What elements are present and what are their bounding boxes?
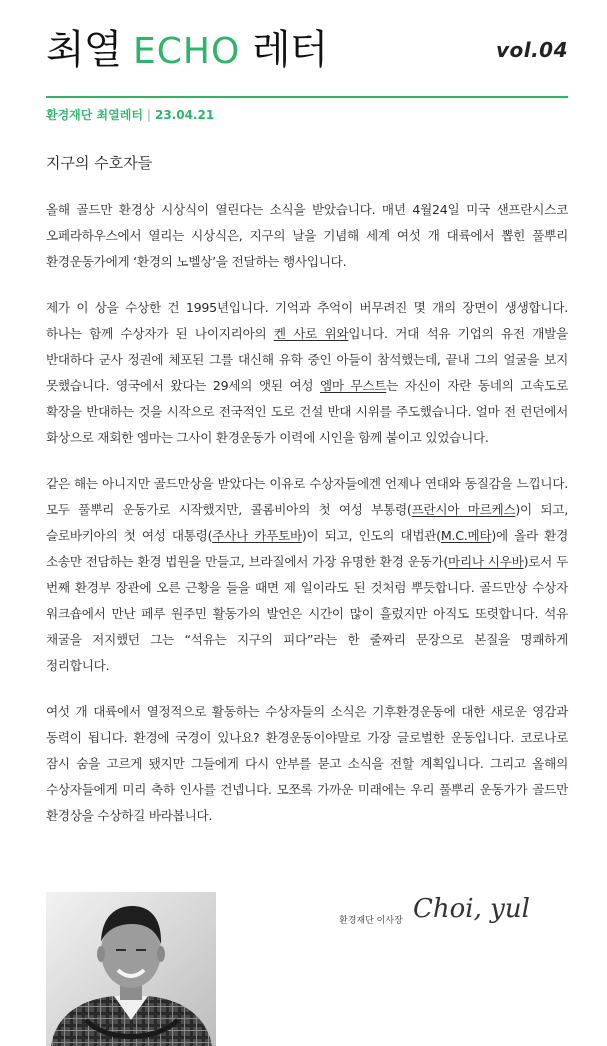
underlined-name: 마리나 시우바 <box>448 554 524 569</box>
handwritten-signature: Choi, yul <box>413 894 530 924</box>
newsletter-header <box>46 24 568 96</box>
underlined-name: 켄 사로 위와 <box>273 326 349 341</box>
author-photo <box>46 892 216 1046</box>
byline-separator: | <box>146 108 151 122</box>
paragraph-text: 제가 이 상을 수상한 건 1995년입니다. 기억과 추억이 버무려진 몇 개의 장면이 생생합니다. 하나는 함께 수상자가 된 나이지리아의 <box>46 300 568 341</box>
byline-date: 23.04.21 <box>154 108 215 122</box>
paragraph-text: 같은 해는 아니지만 골드만상을 받았다는 이유로 수상자들에겐 언제나 연대와 동질감을 느낍니다. 모두 풀뿌리 운동가로 시작했지만, 콜롬비아의 첫 여성 부통령( <box>46 476 568 517</box>
title-prefix: 최열 <box>46 27 122 73</box>
article-body <box>46 150 568 849</box>
header-divider <box>46 96 568 98</box>
underlined-name: 주사나 카푸토바 <box>212 528 302 543</box>
article-title: 지구의 수호자들 <box>46 154 153 172</box>
underlined-name: 프란시아 마르케스 <box>411 502 516 517</box>
title-suffix: 레터 <box>252 27 328 73</box>
article-paragraph <box>46 197 568 275</box>
paragraph-text: 입니다. 거대 석유 기업의 유전 개발을 반대하다 군사 정권에 체포된 그를 대신해 유학 중인 아들이 참석했는데, 끝내 그의 얼굴을 보지 못했습니다. 영국에서 왔다는 29세의 앳된 여성 <box>46 326 568 393</box>
article-paragraph <box>46 295 568 451</box>
signature-title: 환경재단 이사장 <box>339 916 403 926</box>
paragraph-text: )이 되고, 슬로바키아의 첫 여성 대통령( <box>46 502 569 543</box>
byline-org: 환경재단 최열레터 <box>46 108 143 122</box>
byline <box>46 106 214 123</box>
paragraph-text: )이 되고, 인도의 대법관( <box>301 528 441 543</box>
author-portrait-image <box>46 892 216 1046</box>
paragraph-text: )로서 두 번째 환경부 장관에 오른 근황을 들을 때면 제 일이라도 된 것처럼 뿌듯합니다. 골드만상 수상자 워크숍에서 만난 페루 원주민 활동가의 발언은 시간이 많이 흘렀지만 아직도 또렷합니다. 석유 채굴을 저지했던 그는 “석유는 지구의 피다”라는 한 줄짜리 문장으로 본질을 명쾌하게 정리합니다. <box>46 554 568 673</box>
underlined-name: M.C.메타 <box>440 528 492 543</box>
underlined-name: 엠마 무스트 <box>319 378 387 393</box>
paragraph-text: 는 자신이 자란 동네의 고속도로 확장을 반대하는 것을 시작으로 전국적인 도로 건설 반대 시위를 주도했습니다. 얼마 전 런던에서 화상으로 재회한 엠마는 그사이 환경운동가 이력에 시인을 함께 붙이고 있었습니다. <box>46 378 568 445</box>
paragraph-text: 여섯 개 대륙에서 열정적으로 활동하는 수상자들의 소식은 기후환경운동에 대한 새로운 영감과 동력이 됩니다. 환경에 국경이 있나요? 환경운동이야말로 가장 글로벌한 운동입니다. 코로나로 잠시 숨을 고르게 됐지만 그들에게 다시 안부를 묻고 소식을 전할 계획입니다. 그리고 올해의 수상자들에게 미리 축하 인사를 건넵니다. 모쪼록 가까운 미래에는 우리 풀뿌리 운동가가 골드만 환경상을 수상하길 바라봅니다. <box>46 704 568 823</box>
signature-block <box>309 892 569 940</box>
article-paragraph <box>46 471 568 679</box>
title-highlight: ECHO <box>133 31 241 72</box>
paragraph-text: 올해 골드만 환경상 시상식이 열린다는 소식을 받았습니다. 매년 4월24일 미국 샌프란시스코 오페라하우스에서 열리는 시상식은, 지구의 날을 기념해 세계 여섯 개 대륙에서 뽑힌 풀뿌리 환경운동가에게 ‘환경의 노벨상’을 전달하는 행사입니다. <box>46 202 568 269</box>
volume-label: vol.04 <box>495 38 568 62</box>
article-paragraph <box>46 699 568 829</box>
newsletter-title <box>46 26 327 76</box>
paragraph-text: )에 올라 환경 소송만 전담하는 환경 법원을 만들고, 브라질에서 가장 유명한 환경 운동가( <box>46 528 568 569</box>
